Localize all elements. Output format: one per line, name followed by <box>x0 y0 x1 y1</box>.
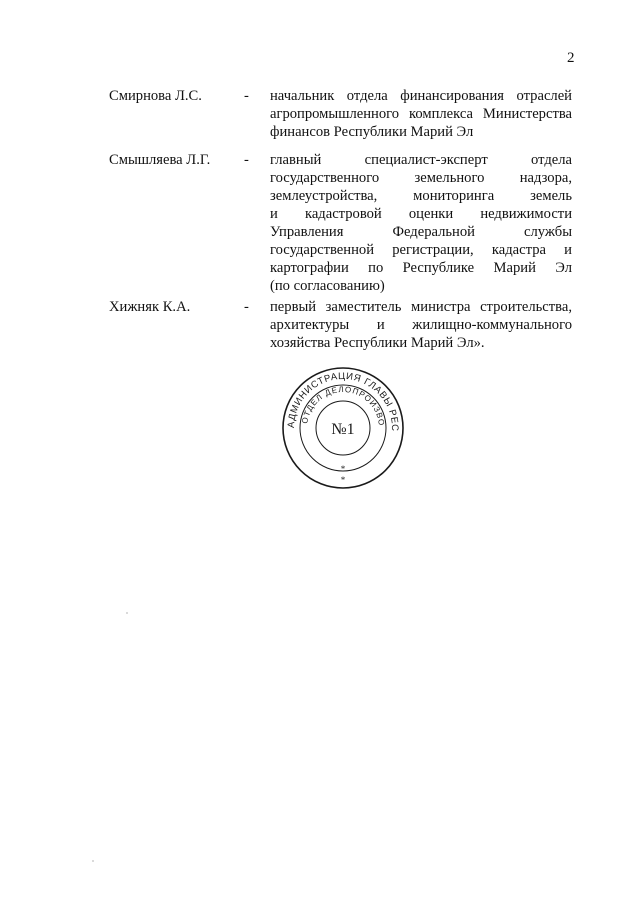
seal-star-icon: * <box>340 475 346 485</box>
position-line: хозяйства Республики Марий Эл». <box>270 335 485 351</box>
dash-separator: - <box>244 299 249 315</box>
scan-speck <box>92 860 94 862</box>
seal-outer-text-path: АДМИНИСТРАЦИЯ ГЛАВЫ РЕС <box>285 370 401 432</box>
position-line: первый заместитель министра строительства, <box>270 299 572 315</box>
dash-separator: - <box>244 88 249 104</box>
seal-star-icon: * <box>340 464 346 474</box>
position-line: и кадастровой оценки недвижимости <box>270 206 572 222</box>
position-line: землеустройства, мониторинга земель <box>270 188 572 204</box>
position-line: (по согласованию) <box>270 278 385 294</box>
member-position <box>270 151 572 295</box>
member-name: Хижняк К.А. <box>109 299 191 315</box>
office-seal <box>263 363 423 493</box>
position-line: агропромышленного комплекса Министерства <box>270 106 572 122</box>
member-name: Смышляева Л.Г. <box>109 152 211 168</box>
seal-graphic <box>263 363 403 488</box>
position-line: Управления Федеральной службы <box>270 224 572 240</box>
member-position <box>270 298 572 352</box>
position-line: финансов Республики Марий Эл <box>270 124 474 140</box>
member-name: Смирнова Л.С. <box>109 88 202 104</box>
seal-number: №1 <box>331 421 355 438</box>
seal-inner-text-path: ОТДЕЛ ДЕЛОПРОИЗВО <box>300 384 387 427</box>
dash-separator: - <box>244 152 249 168</box>
position-line: государственного земельного надзора, <box>270 170 572 186</box>
position-line: картографии по Республике Марий Эл <box>270 260 572 276</box>
page-number: 2 <box>567 50 575 66</box>
scan-speck <box>126 612 128 614</box>
position-line: главный специалист-эксперт отдела <box>270 152 572 168</box>
position-line: государственной регистрации, кадастра и <box>270 242 572 258</box>
position-line: архитектуры и жилищно-коммунального <box>270 317 572 333</box>
position-line: начальник отдела финансирования отраслей <box>270 88 572 104</box>
member-position <box>270 87 572 141</box>
